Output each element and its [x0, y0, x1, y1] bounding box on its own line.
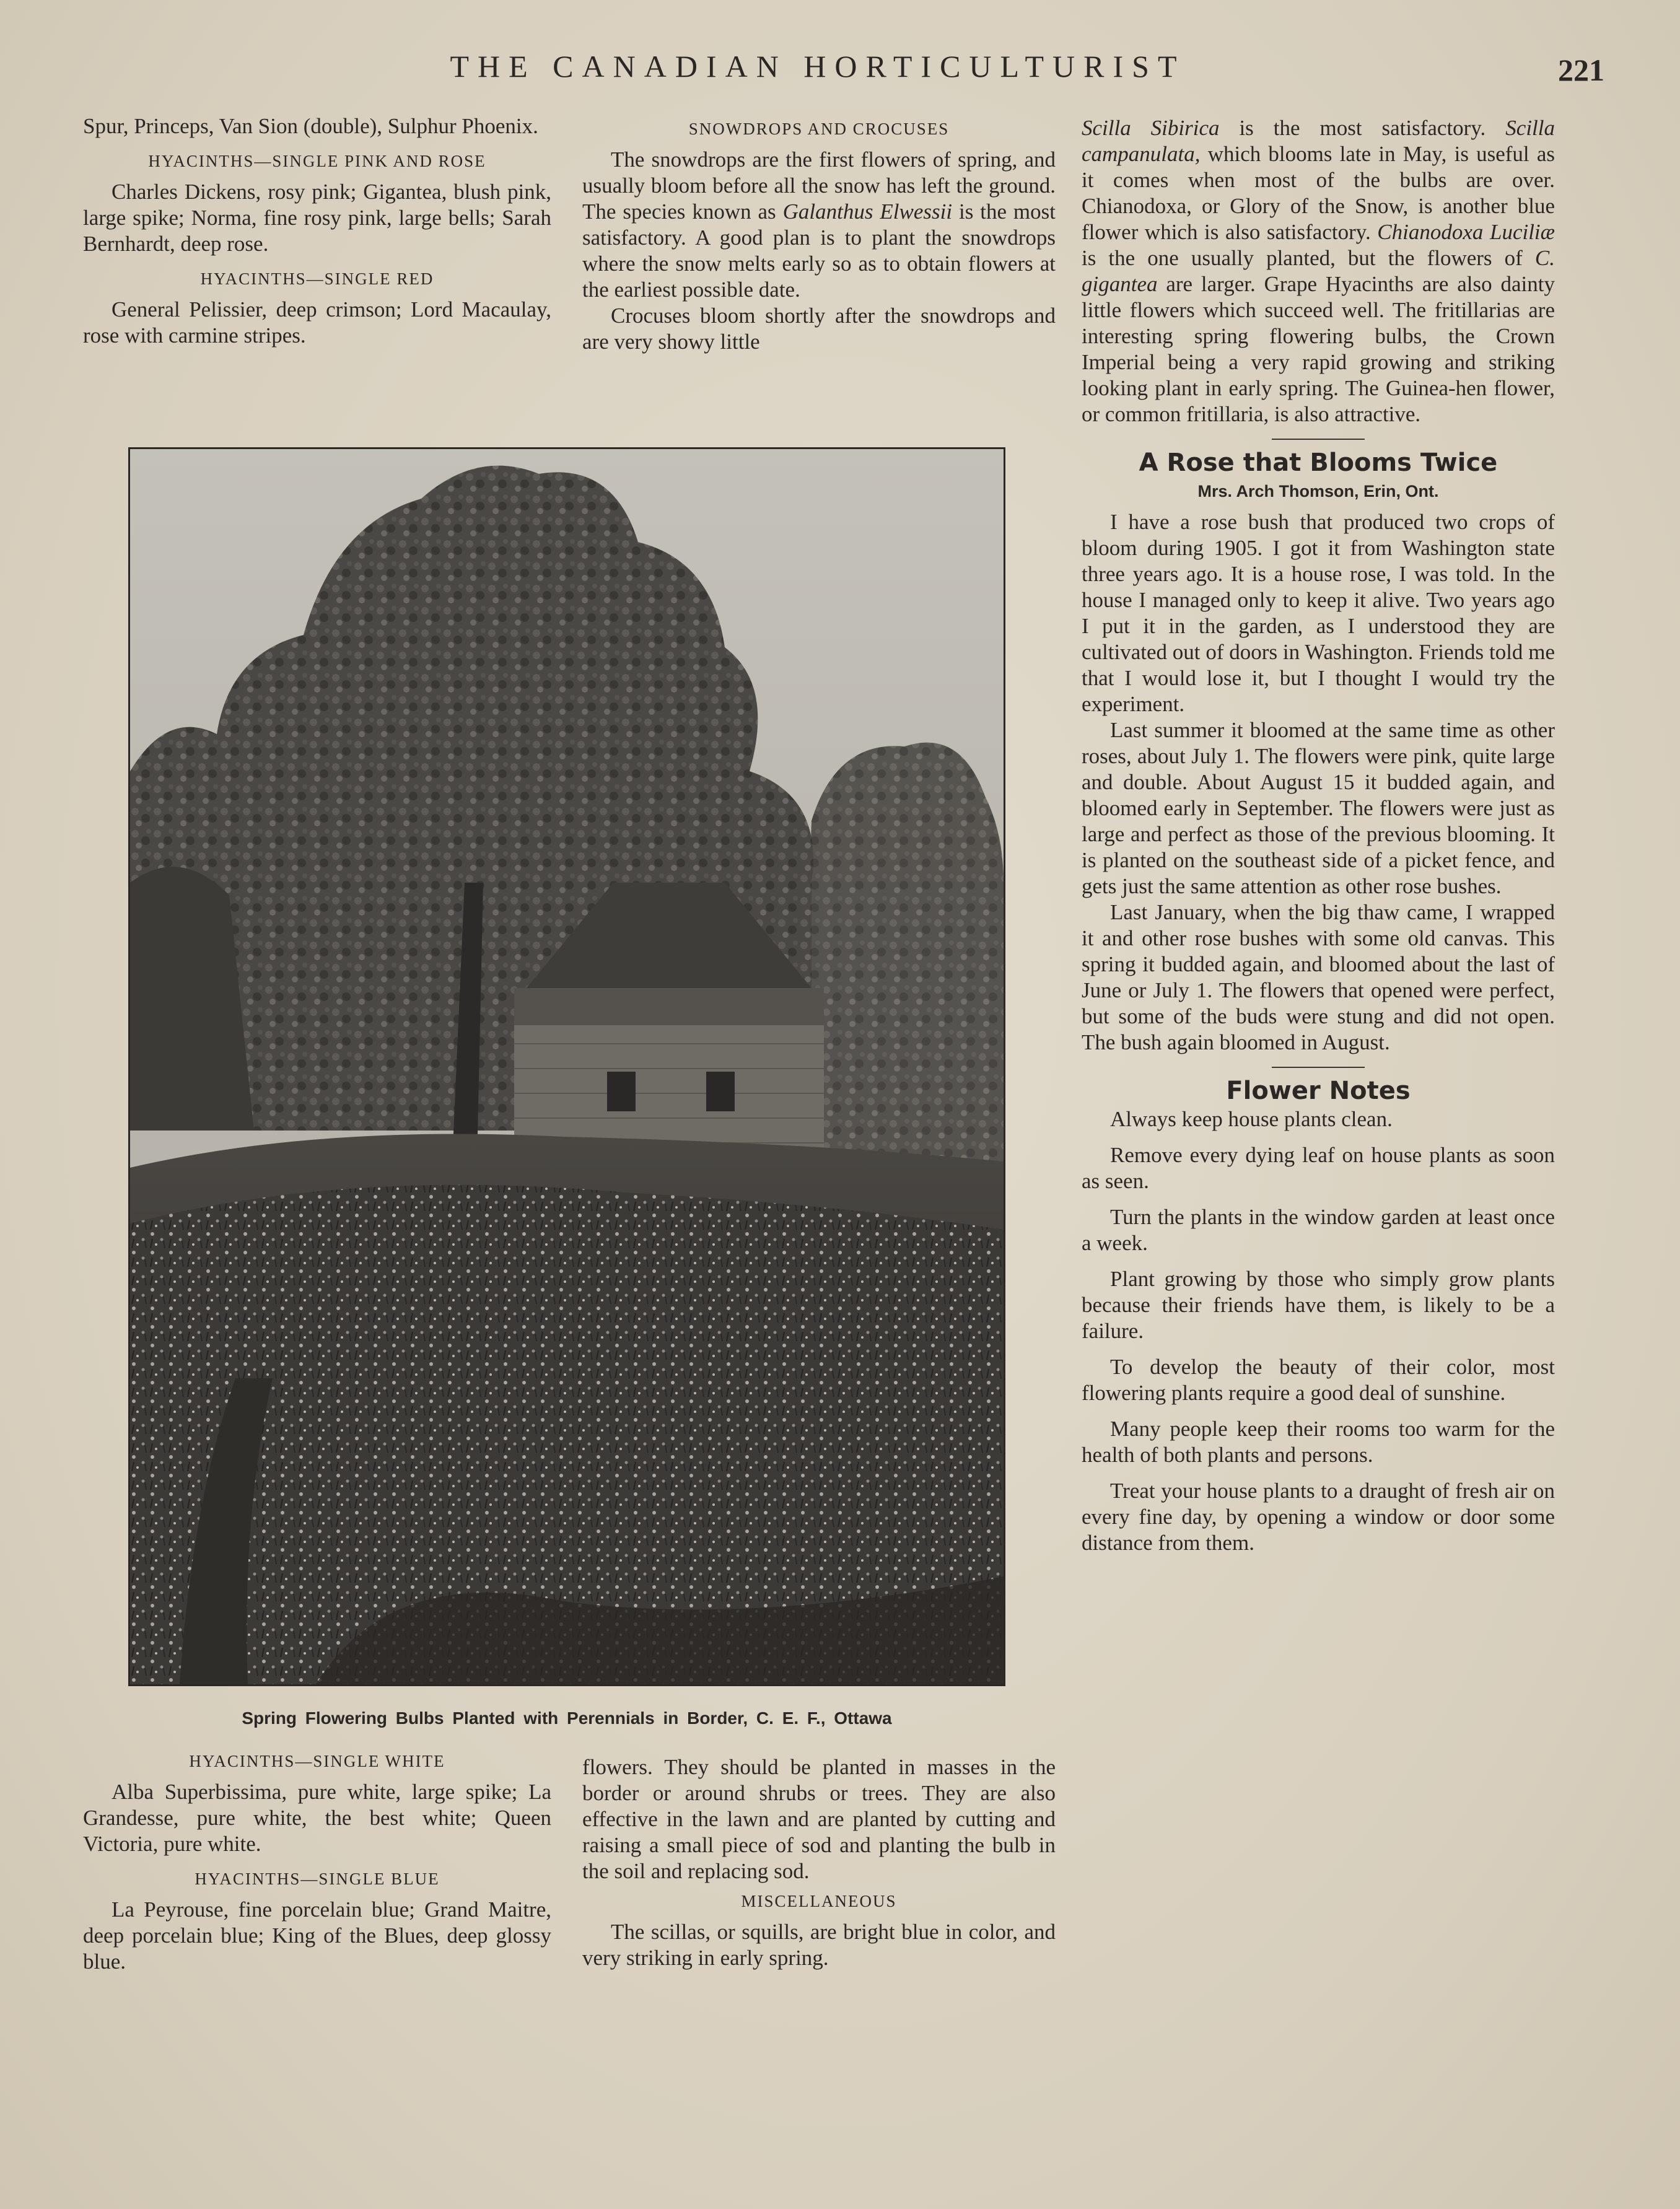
column-3 [1082, 115, 1555, 1556]
note-item: Always keep house plants clean. [1110, 1107, 1393, 1131]
heading-snowdrops: SNOWDROPS AND CROCUSES [688, 120, 950, 138]
page-number: 221 [1558, 53, 1604, 87]
column-2-top [582, 113, 1056, 355]
heading-hyacinths-white: HYACINTHS—SINGLE WHITE [189, 1752, 445, 1770]
note-item: Plant growing by those who simply grow plants because their friends have them, is likely to be a failure. [1082, 1267, 1555, 1343]
paragraph-scillas: The scillas, or squills, are bright blue in color, and very striking in early spring. [582, 1920, 1056, 1970]
article-title-rose: A Rose that Blooms Twice [1139, 448, 1498, 477]
garden-photograph [128, 447, 1005, 1686]
snowdrops-text-b: is the most satisfactory. A good plan is to plant the snowdrops where the snow melts early so as to obtain flowers at the earliest possible date. [582, 199, 1056, 302]
note-item: Treat your house plants to a draught of fresh air on every fine day, by opening a window or door some distance from them. [1082, 1479, 1555, 1555]
section-divider [1272, 439, 1365, 440]
paragraph-rose-2: Last summer it bloomed at the same time as other roses, about July 1. The flowers were pink, quite large and double. About August 15 it budded again, and bloomed early in September. The flowers were just as large and perfect as those of the previous blooming. It is planted on the southeast side of a picket fence, and gets just the same attention as other rose bushes. [1082, 718, 1555, 898]
heading-hyacinths-red: HYACINTHS—SINGLE RED [200, 269, 434, 288]
chianodoxa-luciliae-italic: Chianodoxa Luciliæ [1377, 220, 1555, 244]
column-1-bottom [83, 1746, 551, 1975]
running-header-title: THE CANADIAN HORTICULTURIST [450, 49, 1186, 84]
column-1-top [83, 113, 551, 349]
photo-caption: Spring Flowering Bulbs Planted with Perennials in Border, C. E. F., Ottawa [242, 1708, 892, 1728]
c-gigantea-italic: C. gigantea [1082, 246, 1555, 296]
heading-hyacinths-blue: HYACINTHS—SINGLE BLUE [195, 1870, 440, 1888]
paragraph-rose-3: Last January, when the big thaw came, I wrapped it and other rose bushes with some old canvas. This spring it budded again, and bloomed about the last of June or July 1. The flowers that opened were perfect, but some of the buds were stung and did not open. The bush again bloomed in August. [1082, 900, 1555, 1054]
paragraph-hyacinths-blue: La Peyrouse, fine porcelain blue; Grand Maitre, deep porcelain blue; King of the Blues, deep glossy blue. [83, 1897, 551, 1974]
paragraph-hyacinths-red: General Pelissier, deep crimson; Lord Macaulay, rose with carmine stripes. [83, 297, 551, 348]
paragraph-hyacinths-pink: Charles Dickens, rosy pink; Gigantea, blush pink, large spike; Norma, fine rosy pink, large bells; Sarah Bernhardt, deep rose. [83, 180, 551, 256]
scilla-campanulata-italic: Scilla campanulata, [1082, 116, 1555, 166]
scilla-sibirica-italic: Scilla Sibirica [1082, 116, 1220, 140]
scilla-text-2: which blooms late in May, is useful as it comes when most of the bulbs are over. Chianodoxa, or Glory of the Snow, is another blue flower which is also satisfactory. [1082, 142, 1555, 244]
paragraph-snowdrops [582, 147, 1056, 303]
paragraph-crocuses: Crocuses bloom shortly after the snowdrops and are very showy little [582, 304, 1056, 354]
paragraph-rose-1: I have a rose bush that produced two crops of bloom during 1905. I got it from Washington state three years ago. It is a house rose, I was told. In the house I managed only to keep it alive. Two years ago I put it in the garden, as I understood they are cultivated out of doors in Washington. Friends told me that I would lose it, but I thought I would try the experiment. [1082, 510, 1555, 716]
galanthus-italic: Galanthus Elwessii [782, 199, 953, 224]
section-divider [1272, 1067, 1365, 1068]
column-2-bottom [582, 1754, 1056, 1971]
heading-miscellaneous: MISCELLANEOUS [741, 1892, 897, 1910]
paragraph-scilla-species [1082, 115, 1555, 427]
note-item: Remove every dying leaf on house plants as soon as seen. [1082, 1143, 1555, 1193]
paragraph-crocus-continued: flowers. They should be planted in masses in the border or around shrubs or trees. They are also effective in the lawn and are planted by cutting and raising a small piece of sod and planting the bulb in the soil and replacing sod. [582, 1755, 1056, 1883]
scilla-text-3: is the one usually planted, but the flowers of [1082, 246, 1535, 270]
scilla-text-1: is the most satisfactory. [1219, 116, 1506, 140]
snowdrops-text-a: The snowdrops are the first flowers of spring, and usually bloom before all the snow has left the ground. The species known as [582, 147, 1056, 224]
article-title-flower-notes: Flower Notes [1226, 1077, 1411, 1105]
note-item: To develop the beauty of their color, most flowering plants require a good deal of sunshine. [1082, 1355, 1555, 1405]
note-item: Many people keep their rooms too warm for the health of both plants and persons. [1082, 1417, 1555, 1467]
note-item: Turn the plants in the window garden at least once a week. [1082, 1205, 1555, 1255]
paragraph-hyacinths-white: Alba Superbissima, pure white, large spike; La Grandesse, pure white, the best white; Queen Victoria, pure white. [83, 1780, 551, 1856]
intro-paragraph: Spur, Princeps, Van Sion (double), Sulphur Phoenix. [83, 114, 538, 138]
heading-hyacinths-pink: HYACINTHS—SINGLE PINK AND ROSE [148, 152, 486, 170]
article-byline: Mrs. Arch Thomson, Erin, Ont. [1197, 482, 1439, 501]
scilla-text-4: are larger. Grape Hyacinths are also dainty little flowers which succeed well. The fritillarias are interesting spring flowering bulbs, the Crown Imperial being a very rapid growing and striking looking plant in early spring. The Guinea-hen flower, or common fritillaria, is also attractive. [1082, 272, 1555, 426]
